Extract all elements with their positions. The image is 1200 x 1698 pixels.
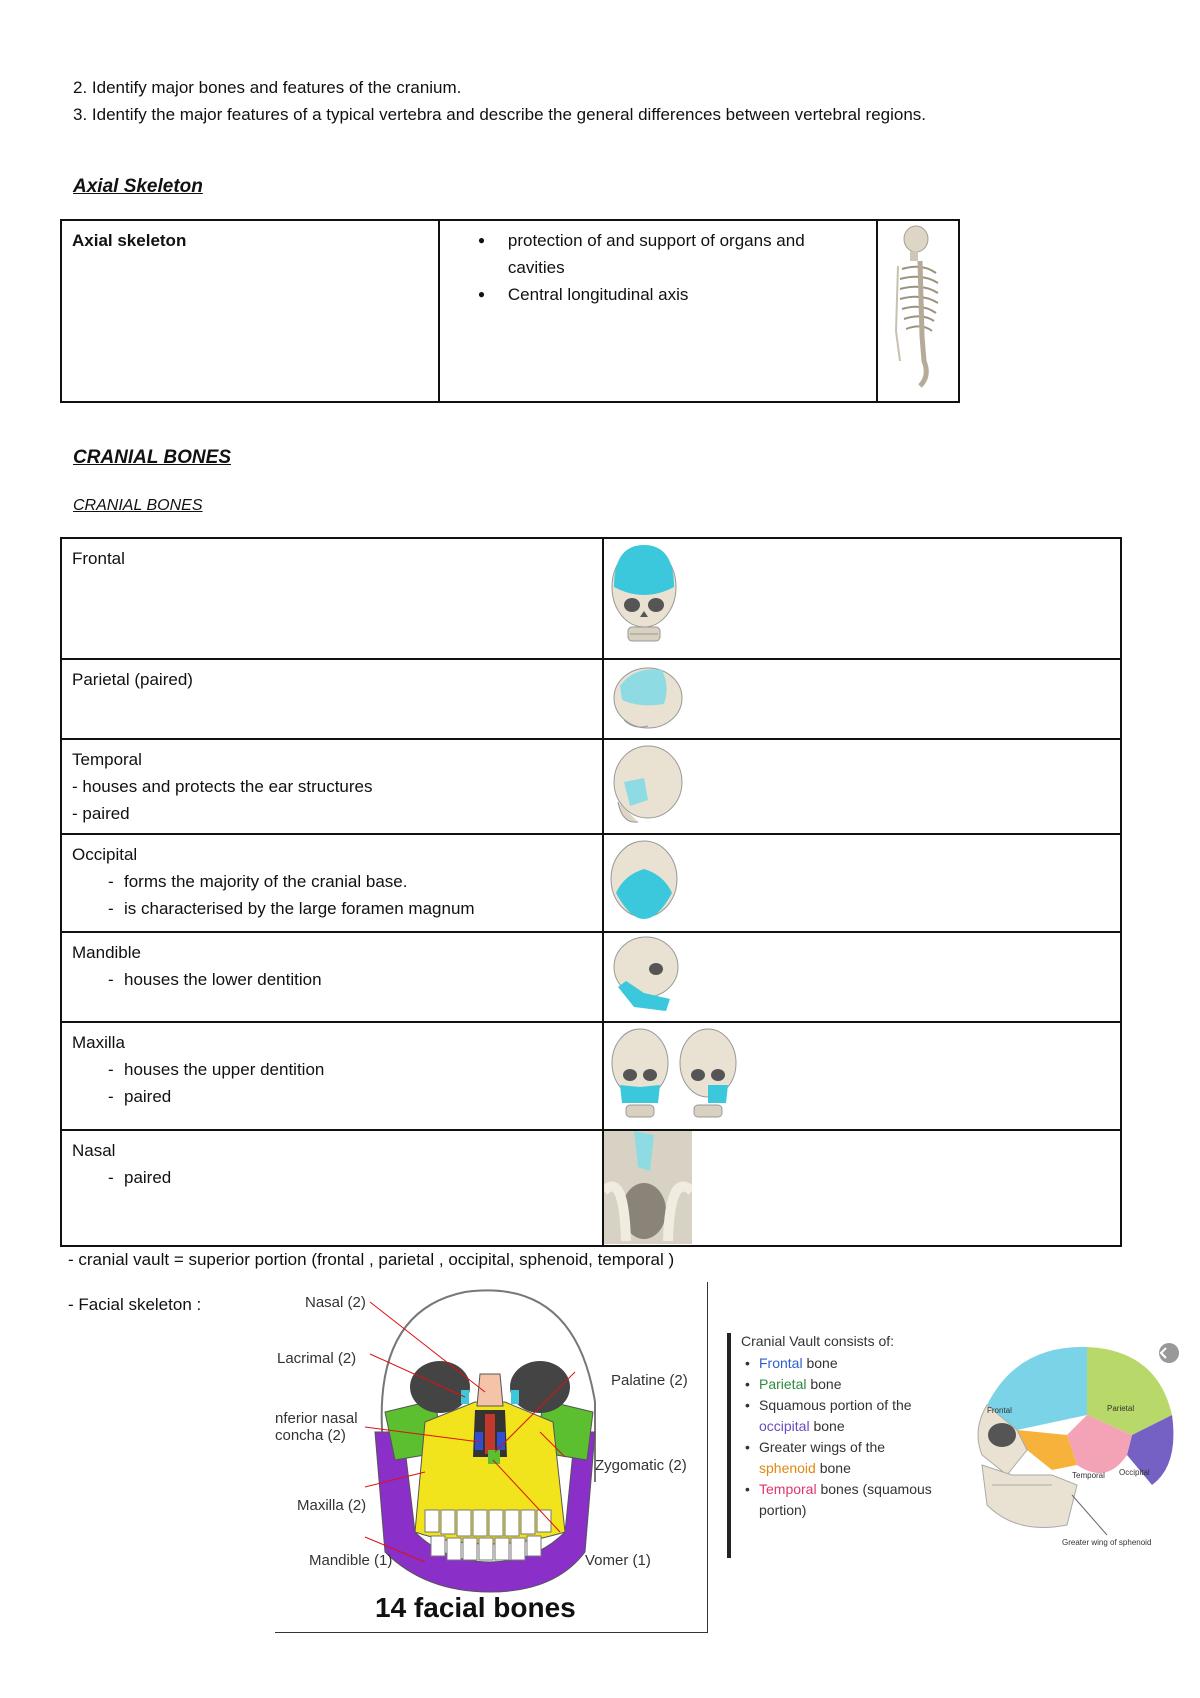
bone-note: - paired xyxy=(72,1083,592,1110)
facial-label-mandible: Mandible (1) xyxy=(309,1552,393,1569)
bone-image-cell xyxy=(603,739,1121,834)
table-row xyxy=(61,538,1121,659)
facial-label-zygomatic: Zygomatic (2) xyxy=(595,1457,687,1474)
bone-name: Mandible xyxy=(72,943,141,962)
axial-skeleton-image xyxy=(878,221,958,393)
table-row xyxy=(61,659,1121,739)
bone-note: - houses and protects the ear structures xyxy=(72,777,373,796)
temporal-image xyxy=(604,740,686,831)
axial-term: Axial skeleton xyxy=(61,220,439,402)
skull-label-parietal: Parietal xyxy=(1107,1404,1135,1413)
bone-cell xyxy=(61,538,603,659)
table-row xyxy=(61,932,1121,1022)
bone-image-cell xyxy=(603,659,1121,739)
bone-cell xyxy=(61,1022,603,1130)
nasal-image xyxy=(604,1131,692,1244)
bone-name: Frontal xyxy=(72,549,125,568)
facial-label-lacrimal: Lacrimal (2) xyxy=(277,1350,357,1367)
table-row xyxy=(61,1130,1121,1246)
cranial-vault-box xyxy=(727,1333,941,1558)
axial-heading: Axial Skeleton xyxy=(73,176,203,197)
bone-image-cell xyxy=(603,834,1121,932)
maxilla-image xyxy=(604,1023,744,1128)
axial-image-cell xyxy=(877,220,959,402)
bone-image-cell xyxy=(603,932,1121,1022)
bone-name: Nasal xyxy=(72,1141,116,1160)
parietal-image xyxy=(604,660,686,737)
axial-point: ● Central longitudinal axis xyxy=(478,281,866,308)
bone-image-cell xyxy=(603,538,1121,659)
skull-label-sphenoid: Greater wing of sphenoid xyxy=(1062,1538,1152,1547)
facial-label-nasal: Nasal (2) xyxy=(305,1294,366,1311)
lateral-skull-drawing xyxy=(957,1335,1182,1560)
bone-cell xyxy=(61,834,603,932)
bone-note: - forms the majority of the cranial base. xyxy=(72,868,592,895)
bone-note: - is characterised by the large foramen magnum xyxy=(72,895,592,922)
objective-3: 3. Identify the major features of a typical vertebra and describe the general differences between vertebral regions. xyxy=(73,105,927,124)
facial-label-palatine: Palatine (2) xyxy=(611,1372,688,1389)
vault-item: • Frontal bone xyxy=(743,1353,941,1374)
cranial-subheading: CRANIAL BONES xyxy=(73,497,203,514)
facial-bones-figure xyxy=(275,1282,708,1633)
facial-label-inferior-nasal-concha: nferior nasal concha (2) xyxy=(275,1410,358,1444)
axial-points-cell xyxy=(439,220,877,402)
bone-cell xyxy=(61,659,603,739)
bone-note: - paired xyxy=(72,1164,592,1191)
bone-note: - houses the upper dentition xyxy=(72,1056,592,1083)
vault-item: • Temporal bones (squamous portion) xyxy=(743,1479,941,1521)
occipital-image xyxy=(604,835,686,930)
facial-label-maxilla: Maxilla (2) xyxy=(297,1497,367,1514)
bone-note: - paired xyxy=(72,804,130,823)
objective-2: 2. Identify major bones and features of the cranium. xyxy=(73,78,462,97)
skull-label-frontal: Frontal xyxy=(987,1406,1012,1415)
bone-cell xyxy=(61,1130,603,1246)
skull-label-occipital: Occipital xyxy=(1119,1468,1150,1477)
vault-item: • Squamous portion of the occipital bone xyxy=(743,1395,941,1437)
cranial-vault-note: - cranial vault = superior portion (frontal , parietal , occipital, sphenoid, temporal ) xyxy=(68,1250,675,1269)
bone-note: - houses the lower dentition xyxy=(72,966,592,993)
table-row xyxy=(61,1022,1121,1130)
bone-name: Occipital xyxy=(72,845,138,864)
vault-item: • Parietal bone xyxy=(743,1374,941,1395)
bone-name: Temporal xyxy=(72,750,142,769)
bone-name: Maxilla xyxy=(72,1033,125,1052)
cranial-heading: CRANIAL BONES xyxy=(73,447,231,468)
facial-label-vomer: Vomer (1) xyxy=(585,1552,651,1569)
bone-cell xyxy=(61,932,603,1022)
table-row xyxy=(61,739,1121,834)
objectives xyxy=(73,74,926,128)
axial-table xyxy=(60,219,960,403)
vault-item: • Greater wings of the sphenoid bone xyxy=(743,1437,941,1479)
cranial-table xyxy=(60,537,1122,1247)
facial-bones-title: 14 facial bones xyxy=(375,1592,576,1623)
bone-cell xyxy=(61,739,603,834)
vault-box-title: Cranial Vault consists of: xyxy=(741,1333,895,1349)
facial-skeleton-label: - Facial skeleton : xyxy=(68,1295,202,1314)
frontal-image xyxy=(604,539,686,657)
axial-point: ● protection of and support of organs and cavities xyxy=(478,227,866,281)
lateral-skull-figure xyxy=(957,1335,1182,1560)
bone-name: Parietal (paired) xyxy=(72,670,193,689)
bone-image-cell xyxy=(603,1130,1121,1246)
bone-image-cell xyxy=(603,1022,1121,1130)
mandible-image xyxy=(604,933,686,1020)
skull-label-temporal: Temporal xyxy=(1072,1471,1105,1480)
table-row xyxy=(61,834,1121,932)
